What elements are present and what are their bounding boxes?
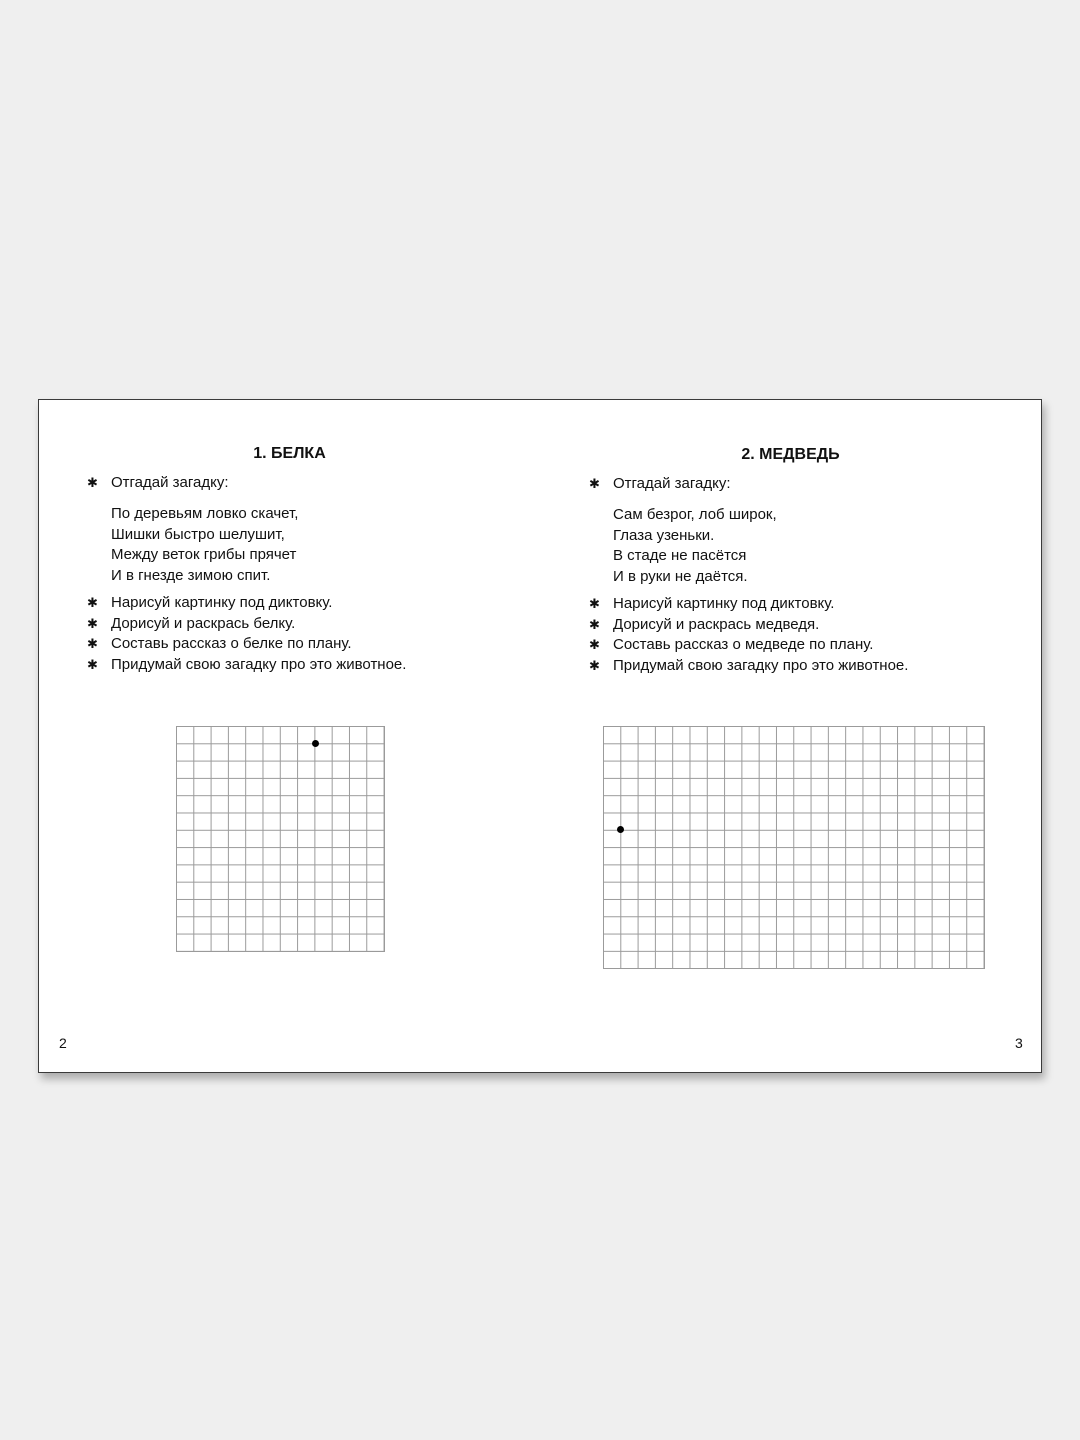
task-text: Составь рассказ о медведе по плану. [613,636,874,653]
page-title: 1. БЕЛКА [253,445,326,462]
asterisk-icon: ✱ [589,637,600,652]
riddle-line: Шишки быстро шелушит, [111,525,285,543]
asterisk-icon: ✱ [87,595,98,610]
riddle-line: И в гнезде зимою спит. [111,566,271,584]
riddle-line: По деревьям ловко скачет, [111,505,299,522]
task-text: Нарисуй картинку под диктовку. [613,595,835,612]
riddle-text [613,505,777,587]
task-item [589,635,874,656]
asterisk-icon: ✱ [87,615,98,631]
asterisk-icon: ✱ [87,475,98,490]
asterisk-icon: ✱ [589,596,600,611]
workbook-spread [38,399,1042,1073]
task-text: Дорисуй и раскрась медведя. [613,615,820,633]
drawing-grid[interactable] [176,726,385,952]
asterisk-icon: ✱ [589,657,600,673]
task-text: Придумай свою загадку про это животное. [111,655,407,673]
riddle-prompt-text: Отгадай загадку: [111,474,229,491]
right-page [540,400,1041,1072]
riddle-prompt [87,473,229,494]
task-item [87,614,296,635]
riddle-prompt-text: Отгадай загадку: [613,475,731,492]
riddle-prompt [589,474,731,495]
riddle-text [111,504,298,586]
riddle-line: Глаза узеньки. [613,526,715,544]
task-item [87,655,407,676]
page-number: 3 [1015,1035,1023,1051]
asterisk-icon: ✱ [87,636,98,651]
task-text: Нарисуй картинку под диктовку. [111,594,333,611]
riddle-line: И в руки не даётся. [613,567,748,585]
page-title: 2. МЕДВЕДЬ [741,446,840,463]
riddle-line: В стаде не пасётся [613,547,747,564]
page-number: 2 [59,1035,67,1051]
start-point-dot [617,826,624,833]
task-item [589,594,835,615]
asterisk-icon: ✱ [87,656,98,672]
left-page [39,400,540,1072]
riddle-line: Между веток грибы прячет [111,546,297,563]
task-item [87,593,333,614]
task-text: Придумай свою загадку про это животное. [613,656,909,674]
task-item [87,634,352,655]
start-point-dot [312,740,319,747]
task-item [589,656,909,677]
asterisk-icon: ✱ [589,476,600,491]
task-text: Составь рассказ о белке по плану. [111,635,352,652]
drawing-grid[interactable] [603,726,985,969]
task-item [589,615,820,636]
riddle-line: Сам безрог, лоб широк, [613,506,777,523]
asterisk-icon: ✱ [589,616,600,632]
task-text: Дорисуй и раскрась белку. [111,614,296,632]
